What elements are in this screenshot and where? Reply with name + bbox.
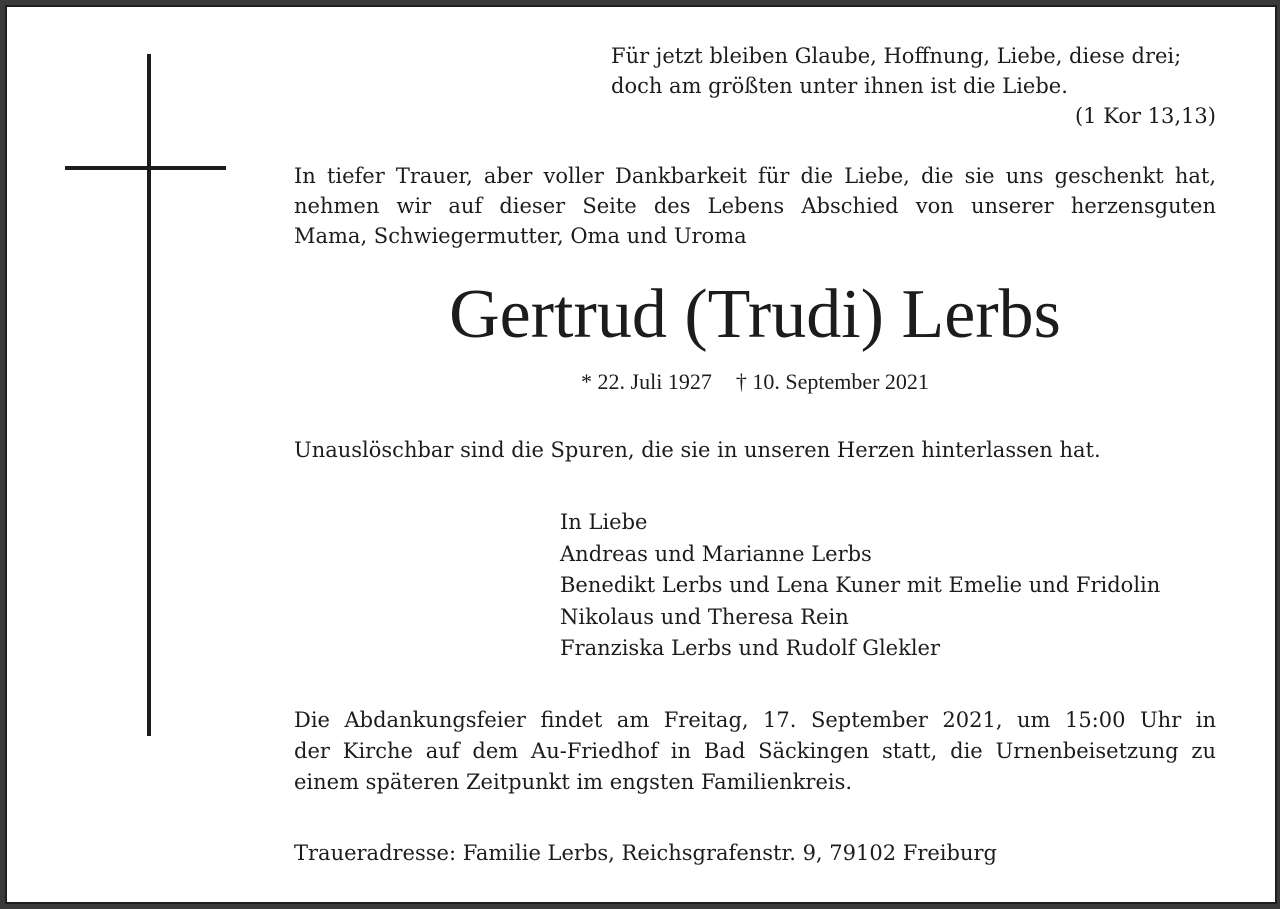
quote-line: Für jetzt bleiben Glaube, Hoffnung, Liebe, diese drei; [611,44,1182,68]
signers-heading: In Liebe [560,510,648,534]
cross-icon-horizontal [65,166,226,170]
legacy-text: Unauslöschbar sind die Spuren, die sie in unseren Herzen hinterlassen hat. [294,438,1101,462]
intro-line: nehmen wir auf dieser Seite des Lebens Abschied von unserer herzensguten [294,194,1216,218]
signer-line: Franziska Lerbs und Rudolf Glekler [560,636,941,660]
obituary-card [5,5,1277,904]
ceremony-line: Die Abdankungsfeier findet am Freitag, 17. September 2021, um 15:00 Uhr in [294,708,1216,732]
intro-line: Mama, Schwiegermutter, Oma und Uroma [294,224,747,248]
deceased-name: Gertrud (Trudi) Lerbs [449,276,1061,353]
quote-reference: (1 Kor 13,13) [1074,104,1216,128]
birth-date: * 22. Juli 1927 [581,369,712,394]
intro-line: In tiefer Trauer, aber voller Dankbarkeit für die Liebe, die sie uns geschenkt hat, [294,164,1216,188]
cross-icon-vertical [147,54,151,736]
life-dates [294,367,1216,397]
signers-block [560,507,1160,665]
mourning-address: Traueradresse: Familie Lerbs, Reichsgrafenstr. 9, 79102 Freiburg [294,841,997,865]
ceremony-line: der Kirche auf dem Au-Friedhof in Bad Säckingen statt, die Urnenbeisetzung zu [294,739,1216,763]
bible-quote [611,41,1216,131]
death-date: † 10. September 2021 [735,369,929,394]
quote-line: doch am größten unter ihnen ist die Liebe. [611,74,1068,98]
intro-paragraph [294,161,1216,251]
signer-line: Andreas und Marianne Lerbs [560,541,872,566]
ceremony-paragraph [294,705,1216,798]
ceremony-line: einem späteren Zeitpunkt im engsten Familienkreis. [294,770,853,794]
signer-line: Benedikt Lerbs und Lena Kuner mit Emelie und Fridolin [560,573,1161,597]
signer-line: Nikolaus und Theresa Rein [560,604,849,629]
